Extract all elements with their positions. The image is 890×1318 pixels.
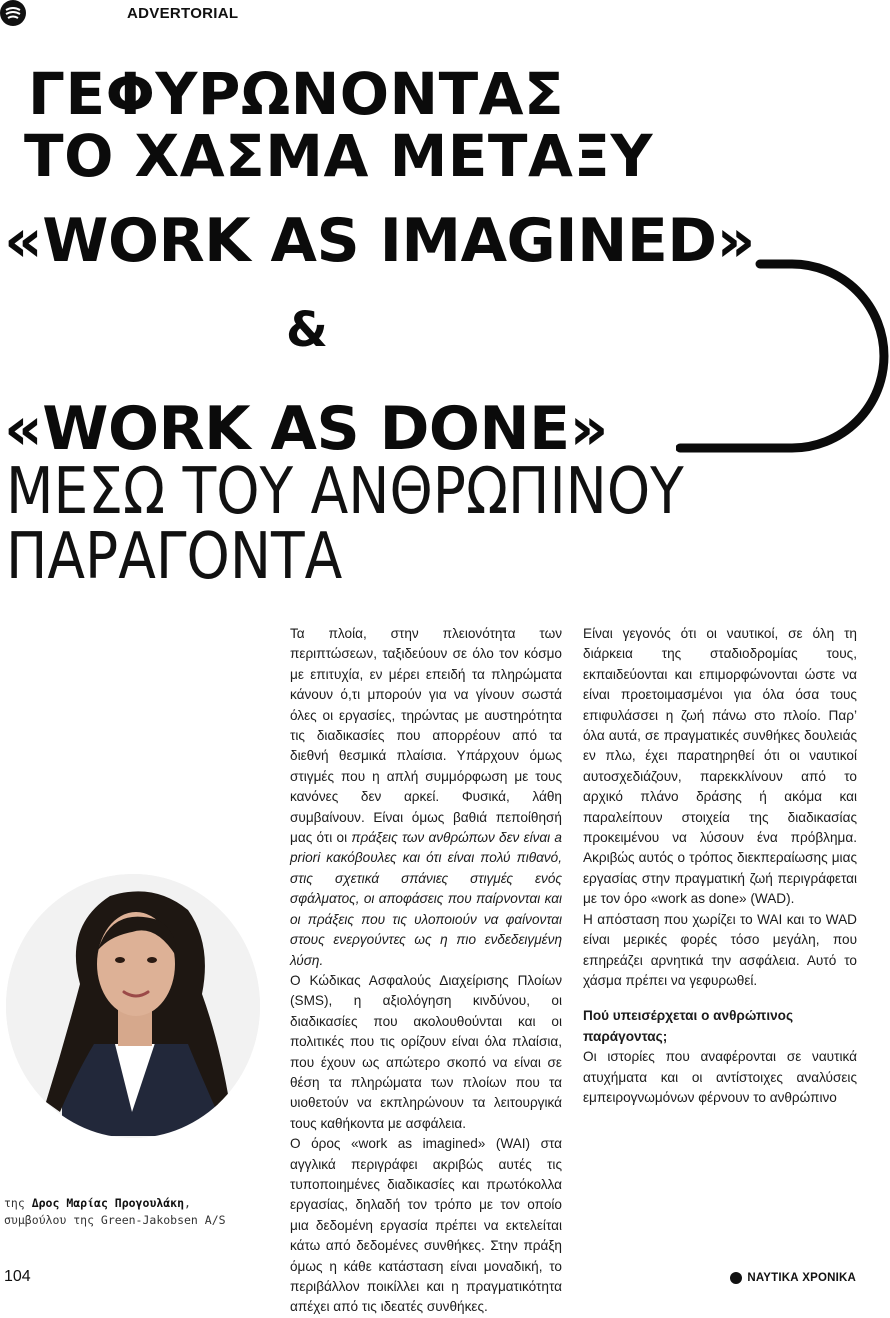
bracket-curve-icon xyxy=(676,258,890,458)
author-suffix: , xyxy=(184,1196,191,1210)
author-prefix: της xyxy=(4,1196,32,1210)
paragraph-5: Η απόσταση που χωρίζει το WAI και το WAD είναι μερικές φορές τόσο μεγάλη, που επηρεάζει αρνητικά την ασφάλεια. Αυτό το χάσμα πρέπει να γεφυρωθεί. xyxy=(583,911,857,988)
author-byline xyxy=(4,1195,226,1212)
footer-brand xyxy=(730,1272,856,1284)
paragraph-1-regular: Τα πλοία, στην πλειονότητα των περιπτώσεων, ταξιδεύουν σε όλο τον κόσμο με επιτυχία, εν μέρει επειδή τα πληρώματα κάνουν ό,τι μπορούν για να γίνουν σωστά όλες οι εργασίες, τηρώντας με αυστηρότητα τις διαδικασίες που απορρέουν από τα διεθνή θεσμικά πλαίσια. Υπάρχουν όμως στιγμές που η απλή συμμόρφωση με τους κανόνες δεν αρκεί. Φυσικά, λάθη συμβαίνουν. Είναι όμως βαθιά πεποίθησή μας ότι οι xyxy=(290,626,562,846)
author-caption xyxy=(4,1195,226,1229)
article-column-2 xyxy=(583,624,857,1108)
author-portrait xyxy=(6,874,260,1138)
subheadline-line-1: ΜΕΣΩ ΤΟΥ ΑΝΘΡΩΠΙΝΟΥ xyxy=(6,455,684,529)
publication-logo-icon xyxy=(0,0,26,26)
headline-line-5: «WORK AS DONE» xyxy=(4,394,608,464)
headline-line-1: ΓΕΦΥΡΩΝΟΝΤΑΣ xyxy=(28,60,565,128)
paragraph-1-italic: πράξεις των ανθρώπων δεν είναι a priori κακόβουλες και ότι είναι πολύ πιθανό, στις σχετικά σπάνιες στιγμές ενός σφάλματος, οι αποφάσεις που παίρνονται και οι πράξεις που τις υλοποιούν να φαίνονται στους ενεργούντες ως η πιο ενδεδειγμένη λύση. xyxy=(290,830,562,968)
article-subheading: Πού υπεισέρχεται ο ανθρώπινος παράγοντας; xyxy=(583,1008,794,1044)
headline-line-2: ΤΟ ΧΑΣΜΑ ΜΕΤΑΞΥ xyxy=(24,122,654,190)
page-number: 104 xyxy=(4,1268,31,1285)
paragraph-6: Οι ιστορίες που αναφέρονται σε ναυτικά ατυχήματα και οι αντίστοιχες αναλύσεις εμπειρογνωμόνων φέρνουν το ανθρώπινο xyxy=(583,1049,857,1105)
paragraph-2: Ο Κώδικας Ασφαλούς Διαχείρισης Πλοίων (SMS), η αξιολόγηση κινδύνου, οι διαδικασίες που ακολουθούνται και οι πολιτικές που τις ορίζουν είναι όλα πλαίσια, που έχουν ως απώτερο σκοπό να είναι σε θέση τα πληρώματα των πλοίων που τα υιοθετούν να εκπληρώνουν τα λειτουργικά τους καθήκοντα με ασφάλεια. xyxy=(290,972,562,1131)
publication-name: ΝΑΥΤΙΚΑ ΧΡΟΝΙΚΑ xyxy=(747,1272,856,1284)
paragraph-4: Είναι γεγονός ότι οι ναυτικοί, σε όλη τη διάρκεια της σταδιοδρομίας τους, εκπαιδεύονται και επιμορφώνονται ώστε να είναι προετοιμασμένοι για όλα όσα τους επιφυλάσσει η ζωή πάνω στο πλοίο. Παρ’ όλα αυτά, σε πραγματικές συνθήκες δουλειάς εν πλω, έχει παρατηρηθεί ότι οι ναυτικοί αυτοσχεδιάζουν, παρεκκλίνουν από το αρχικό πλάνο δράσης ή ακόμα και παραλείπουν στοιχεία της διαδικασίας προκειμένου να λύσουν ένα πρόβλημα. Ακριβώς αυτός ο τρόπος διεκπεραίωσης μιας εργασίας στην πραγματική ζωή περιγράφεται με τον όρο «work as done» (WAD). xyxy=(583,626,857,907)
section-label: ADVERTORIAL xyxy=(127,5,239,22)
article-column-1 xyxy=(290,624,562,1318)
headline-line-3: «WORK AS IMAGINED» xyxy=(4,206,755,276)
subheadline-line-2: ΠΑΡΑΓΟΝΤΑ xyxy=(6,520,343,594)
paragraph-3: Ο όρος «work as imagined» (WAI) στα αγγλικά περιγράφει ακριβώς αυτές τις τυποποιημένες διαδικασίες και πρωτόκολλα εργασίας, δηλαδή τον τρόπο με τον οποίο μια δεδομένη εργασία πρέπει να εκτελείται κάτω από δεδομένες συνθήκες. Στην πράξη όμως η κάθε κατάσταση είναι μοναδική, το περιβάλλον ποικίλλει και η πραγματικότητα απέχει από τις ιδεατές συνθήκες. xyxy=(290,1136,562,1315)
author-name: Δρος Μαρίας Προγουλάκη xyxy=(31,1196,185,1210)
author-role: συμβούλου της Green-Jakobsen A/S xyxy=(4,1213,226,1227)
headline-ampersand: & xyxy=(286,302,328,358)
paragraph-1 xyxy=(290,624,562,971)
footer-logo-icon xyxy=(730,1272,742,1284)
